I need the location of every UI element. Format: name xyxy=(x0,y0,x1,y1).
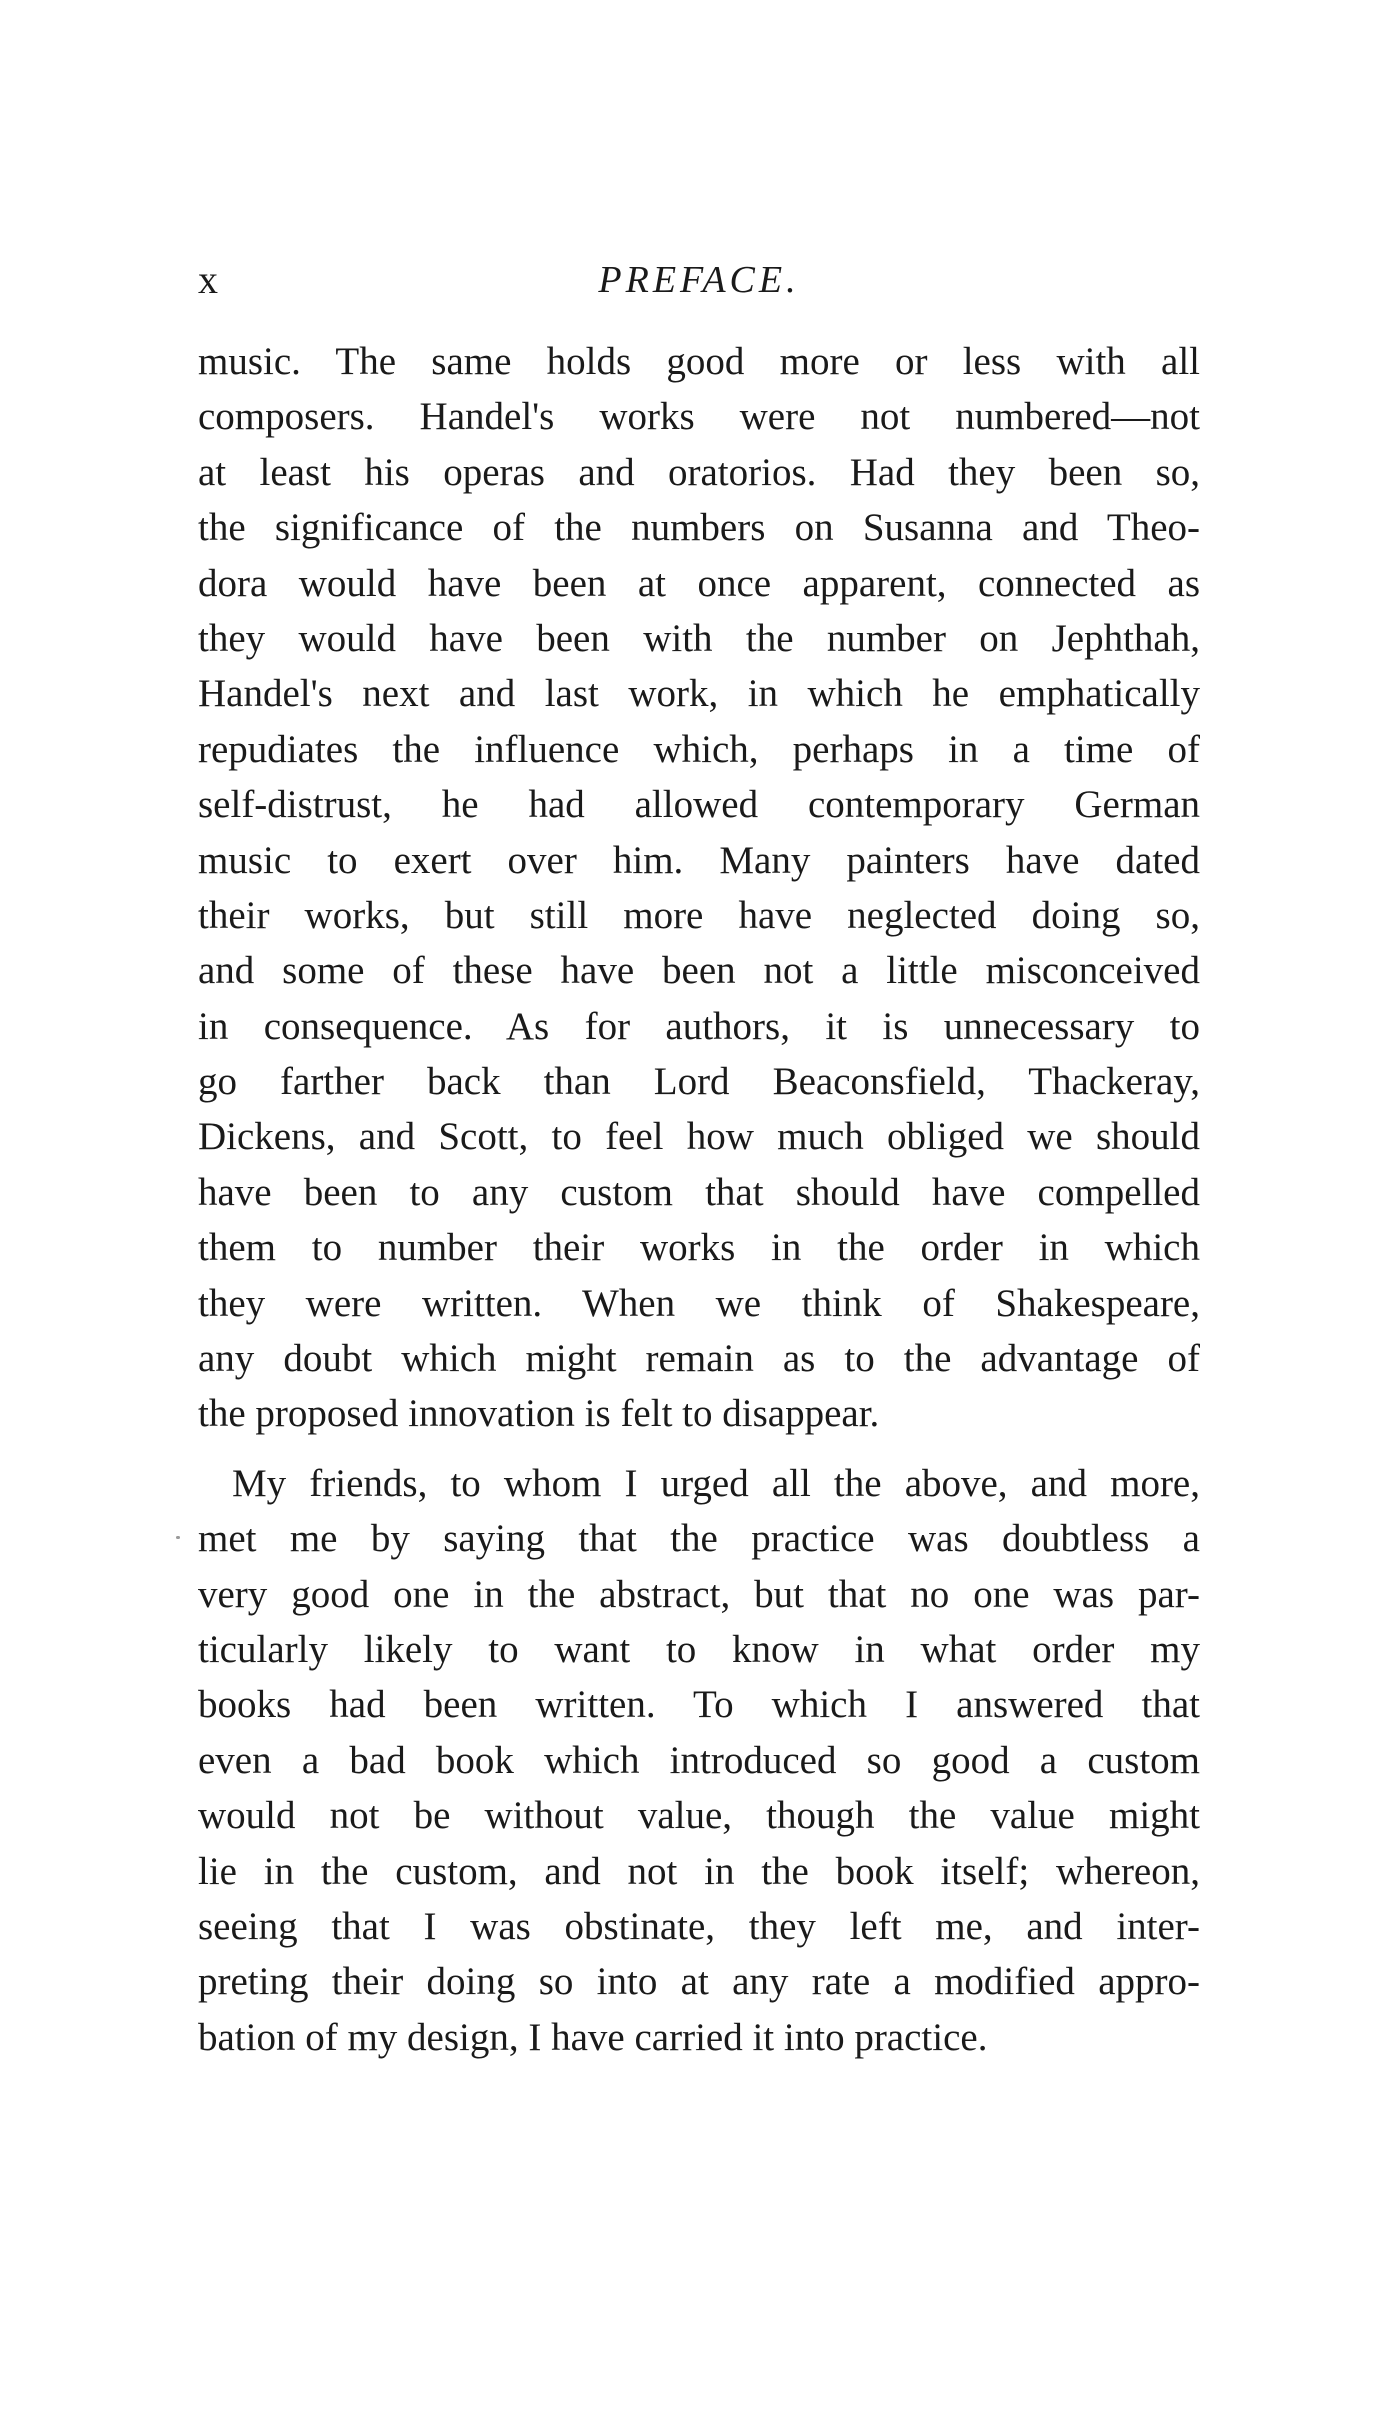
text-line: music to exert over him. Many painters have dated xyxy=(198,838,1200,882)
text-line: lie in the custom, and not in the book itself; whereon, xyxy=(198,1849,1200,1893)
text-line: at least his operas and oratorios. Had they been so, xyxy=(198,450,1200,494)
text-line: preting their doing so into at any rate a modified appro- xyxy=(198,1960,1200,2004)
text-line: the proposed innovation is felt to disappear. xyxy=(198,1392,880,1436)
body-text xyxy=(198,334,1200,2065)
text-line: in consequence. As for authors, it is unnecessary to xyxy=(198,1004,1200,1048)
text-line: very good one in the abstract, but that no one was par- xyxy=(198,1572,1200,1616)
print-speck xyxy=(176,1536,180,1539)
text-line: them to number their works in the order in which xyxy=(198,1226,1200,1270)
paragraph-2 xyxy=(198,1456,1200,2065)
text-line: and some of these have been not a little misconceived xyxy=(198,949,1200,993)
text-line: go farther back than Lord Beaconsfield, Thackeray, xyxy=(198,1060,1200,1104)
text-line: any doubt which might remain as to the advantage of xyxy=(198,1337,1200,1381)
text-line: books had been written. To which I answered that xyxy=(198,1683,1200,1727)
text-line: they were written. When we think of Shakespeare, xyxy=(198,1281,1200,1325)
text-line: music. The same holds good more or less with all xyxy=(198,340,1200,383)
text-line: even a bad book which introduced so good a custom xyxy=(198,1738,1200,1782)
text-line: would not be without value, though the value might xyxy=(198,1794,1200,1838)
text-line: composers. Handel's works were not numbered—not xyxy=(198,395,1200,439)
paragraph-1 xyxy=(198,334,1200,1442)
running-head xyxy=(198,250,1200,310)
page-number: x xyxy=(198,257,218,302)
text-line: they would have been with the number on Jephthah, xyxy=(198,616,1200,660)
text-line: repudiates the influence which, perhaps in a time of xyxy=(198,727,1200,771)
text-line: met me by saying that the practice was doubtless a xyxy=(198,1517,1200,1561)
text-line: self-distrust, he had allowed contemporary German xyxy=(198,783,1200,827)
text-line: Dickens, and Scott, to feel how much obliged we should xyxy=(198,1115,1200,1159)
text-line: ticularly likely to want to know in what order my xyxy=(198,1627,1200,1671)
paragraph-gap xyxy=(198,1442,1200,1456)
text-line: the significance of the numbers on Susanna and Theo- xyxy=(198,506,1200,550)
text-line: have been to any custom that should have compelled xyxy=(198,1170,1200,1214)
text-line: bation of my design, I have carried it into practice. xyxy=(198,2015,988,2059)
text-line: seeing that I was obstinate, they left me, and inter- xyxy=(198,1904,1200,1948)
text-line: Handel's next and last work, in which he emphatically xyxy=(198,672,1200,716)
text-line: My friends, to whom I urged all the above, and more, xyxy=(232,1461,1200,1505)
text-line: their works, but still more have neglected doing so, xyxy=(198,893,1200,937)
text-line: dora would have been at once apparent, connected as xyxy=(198,561,1200,605)
running-title: PREFACE. xyxy=(598,259,800,301)
